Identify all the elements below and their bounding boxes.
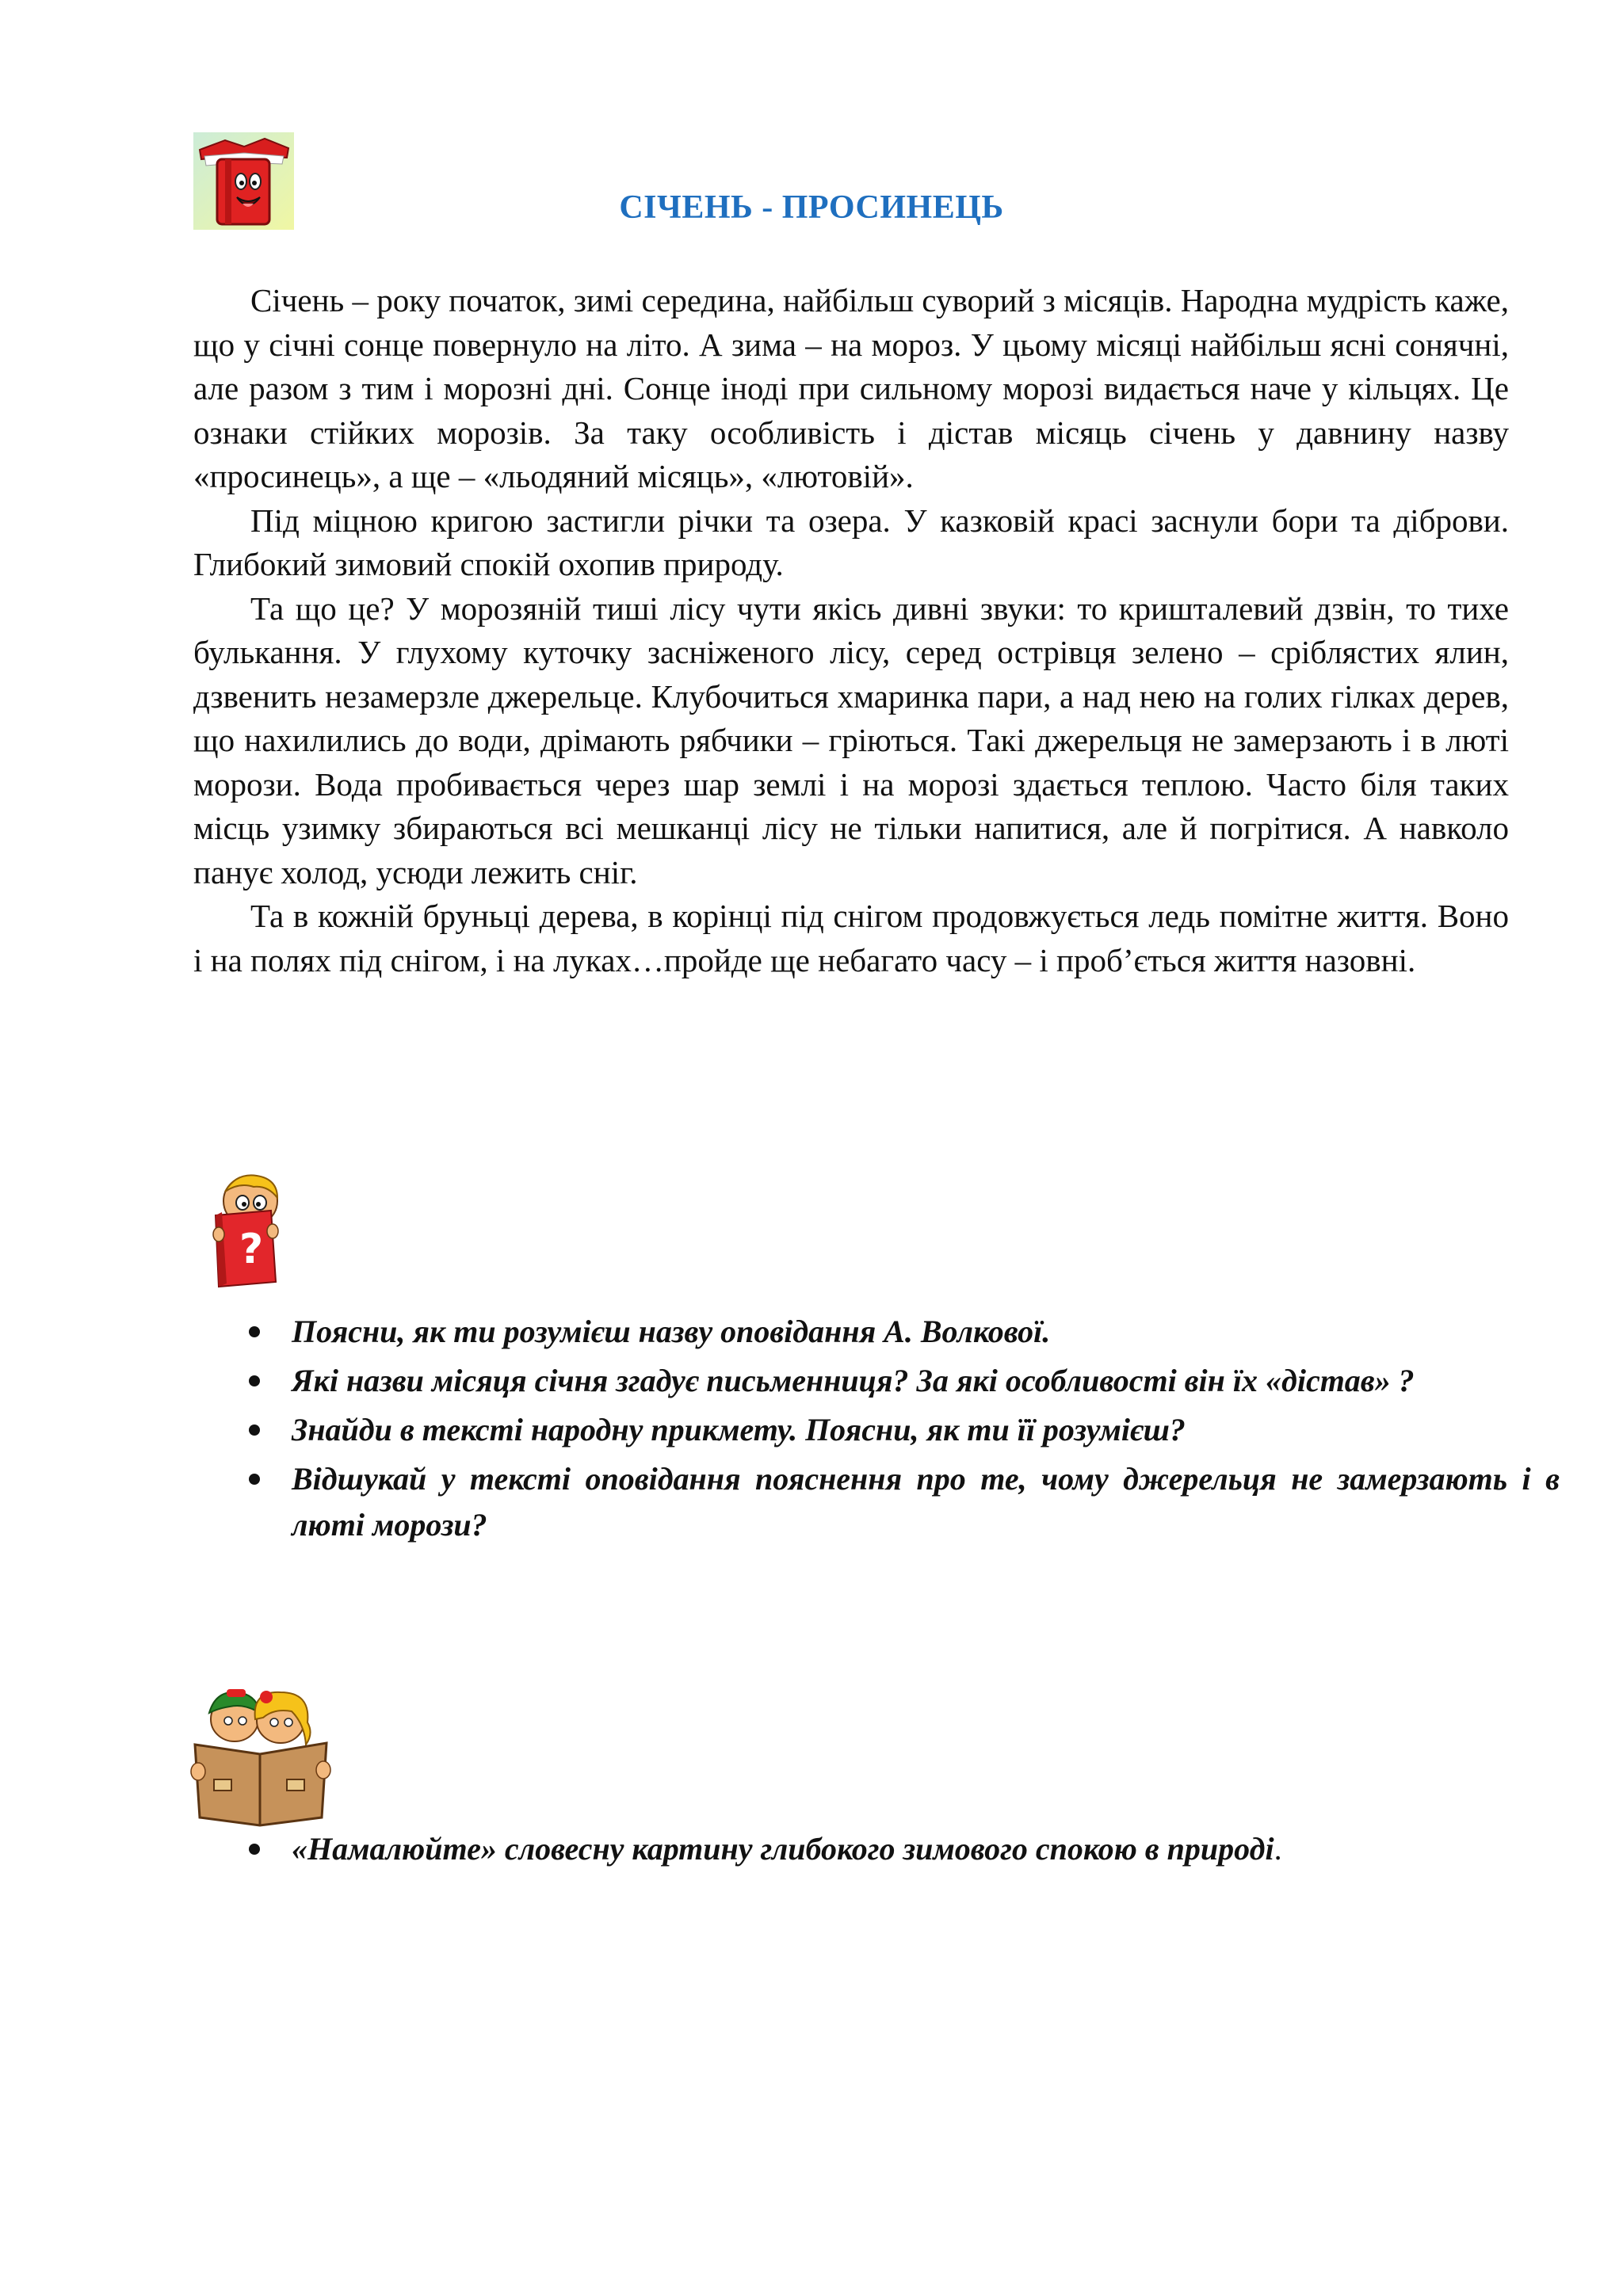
- list-item: Відшукай у тексті оповідання пояснення про те, чому джерельця не замерзають і в люті морози?: [292, 1456, 1560, 1548]
- paragraph: Та в кожній бруньці дерева, в корінці під снігом продовжується ледь помітне життя. Воно і на полях під снігом, і на луках…пройде ще небагато часу – і проб’ється життя назовні.: [193, 898, 1509, 978]
- question-list: [238, 1309, 1560, 1551]
- list-item: [292, 1826, 1457, 1872]
- list-item: Поясни, як ти розумієш назву оповідання А. Волкової.: [292, 1309, 1560, 1355]
- page-title: СІЧЕНЬ - ПРОСИНЕЦЬ: [619, 189, 1004, 226]
- paragraph: Січень – року початок, зимі середина, найбільш суворий з місяців. Народна мудрість каже, що у січні сонце повернуло на літо. А зима – на мороз. У цьому місяці найбільш ясні сонячні, але разом з тим і морозні дні. Сонце іноді при сильному морозі видається наче у кільцях. Це ознаки стійких морозів. За таку особливість і дістав місяць січень у давнину назву «просинець», а ще – «льодяний місяць», «лютовій».: [193, 282, 1509, 494]
- paragraph: Та що це? У морозяній тиші лісу чути якісь дивні звуки: то кришталевий дзвін, то тихе булькання. У глухому куточку засніженого лісу, серед острівця зелено – сріблястих ялин, дзвенить незамерзле джерельце. Клубочиться хмаринка пари, а над нею на голих гілках дерев, що нахилились до води, дрімають рябчики – гріються. Такі джерельця не замерзають і в люті морози. Вода пробивається через шар землі і на морозі здається теплою. Часто біля таких місць узимку збираються всі мешканці лісу не тільки напитися, але й погрітися. А навколо панує холод, усюди лежить сніг.: [193, 589, 1509, 891]
- task-tail: .: [1274, 1831, 1282, 1867]
- kid-with-question-book-icon: [204, 1171, 284, 1290]
- list-item: Знайди в тексті народну прикмету. Поясни, як ти її розумієш?: [292, 1407, 1560, 1453]
- svg-text:?: ?: [239, 1226, 264, 1273]
- task-list: [238, 1826, 1457, 1872]
- list-item: Які назви місяця січня згадує письменниця? За які особливості він їх «дістав» ?: [292, 1358, 1560, 1404]
- task-text: «Намалюйте» словесну картину глибокого зимового спокою в природі: [292, 1831, 1274, 1867]
- paragraph: Під міцною кригою застигли річки та озера. У казковій красі заснули бори та діброви. Глибокий зимовий спокій охопив природу.: [193, 502, 1509, 582]
- story-text: [193, 279, 1509, 982]
- kids-reading-book-icon: [187, 1678, 333, 1829]
